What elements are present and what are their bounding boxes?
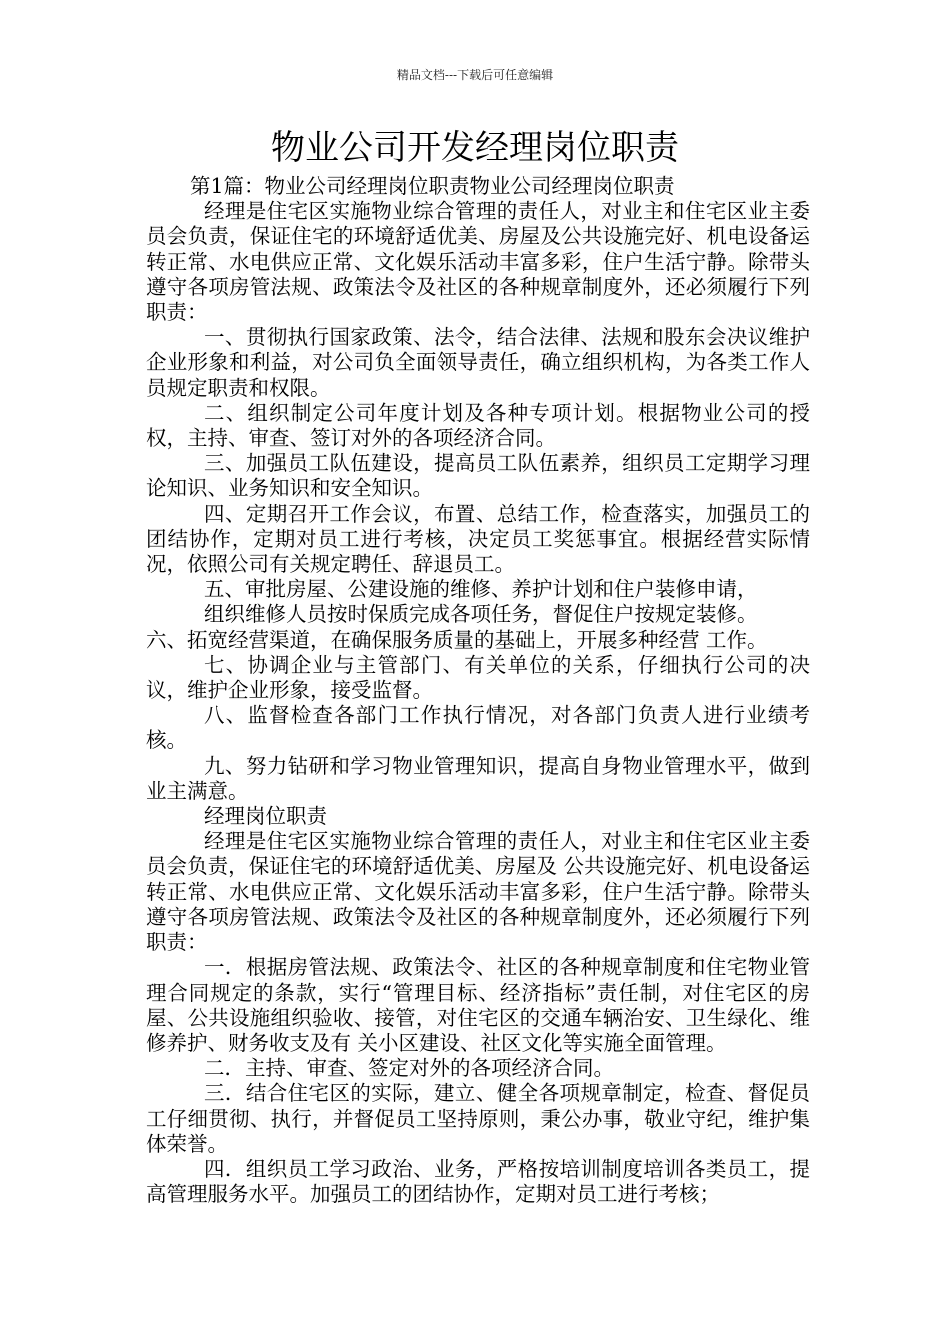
paragraph: 一、贯彻执行国家政策、法令，结合法律、法规和股东会决议维护企业形象和利益，对公司负全面领导责任，确立组织机构，为各类工作人员规定职责和权限。 xyxy=(146,325,810,400)
document-title: 物业公司开发经理岗位职责 xyxy=(271,128,679,168)
paragraph: 四．组织员工学习政治、业务，严格按培训制度培训各类员工，提高管理服务水平。加强员工的团结协作，定期对员工进行考核； xyxy=(146,1156,810,1207)
paragraph: 三．结合住宅区的实际，建立、健全各项规章制定，检查、督促员工仔细贯彻、执行，并督促员工坚持原则，秉公办事，敬业守纪，维护集体荣誉。 xyxy=(146,1081,810,1156)
section-heading: 经理岗位职责 xyxy=(204,804,327,829)
paragraph: 二、组织制定公司年度计划及各种专项计划。根据物业公司的授权，主持、审查、签订对外的各项经济合同。 xyxy=(146,400,810,451)
paragraph: 七、协调企业与主管部门、有关单位的关系，仔细执行公司的决议，维护企业形象，接受监督。 xyxy=(146,652,810,703)
page-header: 精品文档---下载后可任意编辑 xyxy=(396,68,554,82)
paragraph: 八、监督检查各部门工作执行情况，对各部门负责人进行业绩考核。 xyxy=(146,703,810,753)
paragraph: 第1篇：物业公司经理岗位职责物业公司经理岗位职责 xyxy=(190,174,675,198)
paragraph: 一．根据房管法规、政策法令、社区的各种规章制度和住宅物业管理合同规定的条款，实行“管理目标、经济指标”责任制，对住宅区的房屋、公共设施组织验收、接管，对住宅区的交通车辆治安、卫生绿化、维修养护、财务收支及有 关小区建设、社区文化等实施全面管理。 xyxy=(146,955,810,1055)
paragraph: 九、努力钻研和学习物业管理知识，提高自身物业管理水平，做到业主满意。 xyxy=(146,753,810,803)
paragraph: 四、定期召开工作会议，布置、总结工作，检查落实，加强员工的团结协作，定期对员工进行考核，决定员工奖惩事宜。根据经营实际情况，依照公司有关规定聘任、辞退员工。 xyxy=(146,501,810,577)
paragraph: 六、拓宽经营渠道，在确保服务质量的基础上，开展多种经营 工作。 xyxy=(146,627,768,652)
paragraph: 五、审批房屋、公建设施的维修、养护计划和住户装修申请， xyxy=(204,577,758,602)
paragraph: 三、加强员工队伍建设，提高员工队伍素养，组织员工定期学习理论知识、业务知识和安全知识。 xyxy=(146,451,810,501)
paragraph: 经理是住宅区实施物业综合管理的责任人，对业主和住宅区业主委员会负责，保证住宅的环境舒适优美、房屋及公共设施完好、机电设备运转正常、水电供应正常、文化娱乐活动丰富多彩，住户生活宁静。除带头遵守各项房管法规、政策法令及社区的各种规章制度外，还必须履行下列职责： xyxy=(146,199,810,325)
document-body xyxy=(146,174,810,1207)
paragraph: 经理是住宅区实施物业综合管理的责任人，对业主和住宅区业主委员会负责，保证住宅的环境舒适优美、房屋及 公共设施完好、机电设备运转正常、水电供应正常、文化娱乐活动丰富多彩，住户生活宁静。除带头遵守各项房管法规、政策法令及社区的各种规章制度外，还必须履行下列职责： xyxy=(146,829,810,955)
paragraph: 二．主持、审查、签定对外的各项经济合同。 xyxy=(204,1056,614,1081)
paragraph: 组织维修人员按时保质完成各项任务，督促住户按规定装修。 xyxy=(204,602,758,627)
